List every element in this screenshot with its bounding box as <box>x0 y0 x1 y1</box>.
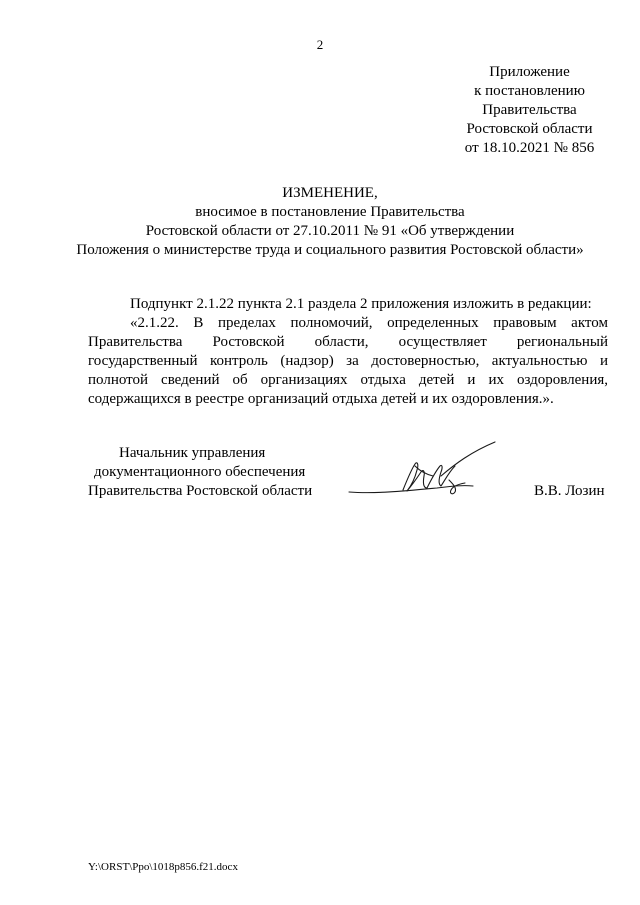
appendix-line: к постановлению <box>474 83 585 99</box>
appendix-line: Приложение <box>489 64 570 80</box>
amendment-paragraph: «2.1.22. В пределах полномочий, определенных правовым актом Правительства Ростовской области, осуществляет региональный государственный контроль (надзор) за достоверностью, актуальностью и полнотой сведений об организациях отдыха детей и их оздоровления, содержащихся в реестре организаций отдыха детей и их оздоровления.». <box>88 315 608 407</box>
signatory-position <box>88 444 328 501</box>
handwritten-signature <box>345 436 505 506</box>
position-line: документационного обеспечения <box>94 464 306 480</box>
appendix-line: Правительства <box>482 102 577 118</box>
document-body <box>88 295 608 409</box>
title-line: вносимое в постановление Правительства <box>195 204 465 220</box>
position-line: Начальник управления <box>119 445 266 461</box>
appendix-line: от 18.10.2021 № 856 <box>464 140 595 156</box>
title-heading: ИЗМЕНЕНИЕ, <box>282 185 378 201</box>
title-line: Положения о министерстве труда и социального развития Ростовской области» <box>76 242 584 258</box>
position-line: Правительства Ростовской области <box>88 483 313 499</box>
signatory-name: В.В. Лозин <box>534 483 605 499</box>
appendix-reference <box>437 63 622 158</box>
file-path: Y:\ORST\Ppo\1018p856.f21.docx <box>88 861 238 873</box>
title-line: Ростовской области от 27.10.2011 № 91 «Об утверждении <box>145 223 515 239</box>
document-title <box>60 184 600 260</box>
page-number: 2 <box>316 37 324 52</box>
intro-paragraph: Подпункт 2.1.22 пункта 2.1 раздела 2 приложения изложить в редакции: <box>130 296 592 312</box>
appendix-line: Ростовской области <box>466 121 593 137</box>
